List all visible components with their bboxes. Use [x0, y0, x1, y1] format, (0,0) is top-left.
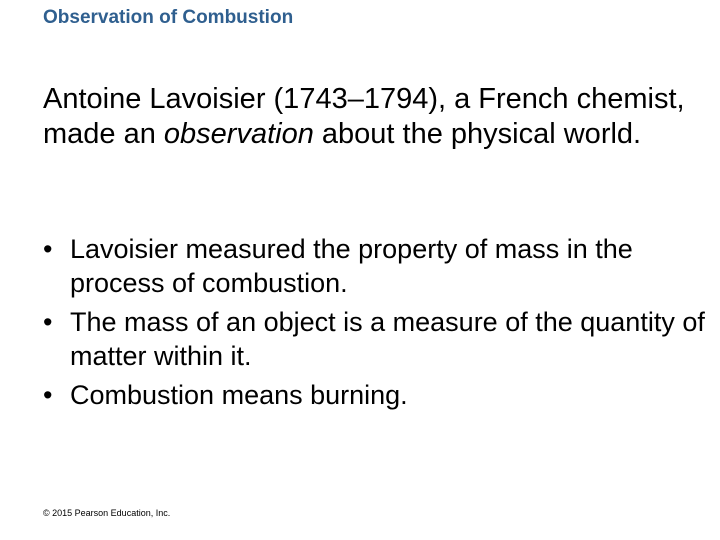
intro-text-part2: about the physical world.	[313, 118, 642, 150]
bullet-marker: •	[43, 307, 53, 337]
bullet-marker: •	[43, 234, 53, 264]
bullet-text: The mass of an object is a measure of the quantity of matter within it.	[70, 307, 705, 371]
bullet-text: Combustion means burning.	[70, 380, 408, 410]
intro-emphasis: observation	[163, 118, 314, 150]
bullet-item	[43, 378, 713, 412]
bullet-item	[43, 232, 713, 300]
bullet-item	[43, 305, 713, 373]
bullet-marker: •	[43, 380, 53, 410]
bullet-text: Lavoisier measured the property of mass in the process of combustion.	[70, 234, 633, 298]
bullet-list	[43, 232, 713, 417]
copyright-footer: © 2015 Pearson Education, Inc.	[43, 508, 171, 518]
slide-title: Observation of Combustion	[43, 7, 294, 28]
intro-text-part1: Antoine Lavoisier (1743–1794), a French chemist, made an	[43, 83, 685, 150]
intro-paragraph	[43, 82, 703, 152]
